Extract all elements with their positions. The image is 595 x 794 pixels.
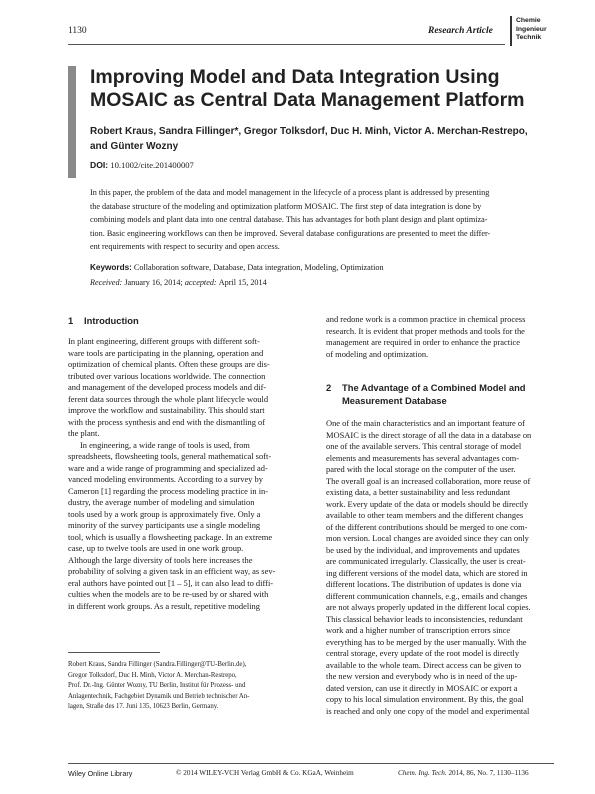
volume-pages: 2014, 86, No. 7, 1130–1136 [448, 769, 529, 777]
abstract-line: In this paper, the problem of the data and model management in the lifecycle of a process plant is addressed by presenting [90, 188, 490, 197]
title-accent-bar [68, 66, 76, 178]
text-line: different locations. The distribution of updates is done via [326, 579, 522, 589]
section-number: 1 [68, 315, 74, 326]
text-line: ing different versions of the model data, which are stored in [326, 567, 528, 578]
text-line: copy to his local simulation environment. By this, the goal [326, 694, 524, 704]
received-dates [90, 278, 554, 287]
abstract [90, 186, 554, 254]
text-line: culties when the models are to be re-used by or shared with [68, 589, 269, 599]
title-line: MOSAIC as Central Data Management Platform [90, 89, 525, 111]
text-line: of the different contributions should be merged to one com- [326, 521, 528, 532]
text-line: case, up to twelve tools are used in one work group. [68, 543, 244, 553]
paragraph [68, 440, 308, 613]
text-line: optimization of chemical plants. Often these groups are dis- [68, 359, 270, 369]
text-line: the new version and everybody who is in need of the up- [326, 671, 518, 681]
doi-link[interactable]: 10.1002/cite.201400007 [110, 160, 194, 170]
journal-logo-line: Chemie [516, 17, 541, 24]
accepted-label: accepted: [184, 278, 217, 287]
footnote-line: Anlagentechnik, Fachgebiet Dynamik und Betrieb technischer An- [68, 692, 250, 700]
text-line: available to the whole team. Direct access can be given to [326, 659, 522, 670]
section-title-line [326, 381, 554, 394]
footer-rule [68, 763, 554, 764]
text-line: Although the large diversity of tools here increases the [68, 554, 253, 565]
text-line: in different work groups. As a result, repetitive modeling [68, 600, 260, 611]
article-title [90, 66, 540, 112]
text-line: of modeling and optimization. [326, 348, 429, 359]
abstract-line: tion. Basic engineering workflows can then be improved. Several database configurations are presented to meet the differ- [90, 228, 491, 238]
section-2-body [326, 418, 554, 717]
text-line: ware tools are participating in the planning, operation and [68, 347, 264, 358]
text-line: and management of the developed process models and dif- [68, 382, 267, 392]
text-line: ware and a wide range of programming and specialized ad- [68, 462, 268, 473]
author-list [90, 124, 550, 154]
accepted-date: April 15, 2014 [218, 278, 267, 287]
text-line: are not always properly updated in the different local copies. [326, 602, 531, 612]
text-line: research. It is evident that proper methods and tools for the [326, 325, 525, 336]
section-1-body [68, 336, 308, 612]
keywords [90, 263, 554, 272]
citation [398, 769, 529, 777]
text-line: Cameron [1] regarding the process modeling practice in in- [68, 485, 269, 496]
section-label: Research Article [428, 26, 493, 36]
text-line: tools used by a work group is approximately five. Only a [68, 508, 261, 519]
text-line: spreadsheets, flowsheeting tools, general mathematical soft- [68, 451, 272, 461]
text-line: MOSAIC is the direct storage of all the data in a database on [326, 429, 532, 440]
text-line: ferent data sources through the whole plant lifecycle would [68, 393, 269, 404]
section-title: The Advantage of a Combined Model and [342, 382, 526, 393]
text-line: the plant. [68, 428, 100, 438]
text-line: tool, which is usually a flowsheeting package. In an extreme [68, 531, 273, 542]
text-line: tributed over various locations worldwide. The connection [68, 370, 266, 381]
text-line: mon version. Local changes are avoided since they can only [326, 533, 529, 543]
text-line: The overall goal is an increased collaboration, more reuse of [326, 475, 531, 486]
text-line: work and a higher number of transcription errors since [326, 625, 511, 635]
text-line: available to other team members and the different changes [326, 510, 524, 520]
author-line: and Günter Wozny [90, 141, 179, 152]
text-line: In engineering, a wide range of tools is used, from [80, 439, 250, 450]
text-line: is reached and only one copy of the model and experimental [326, 705, 530, 716]
text-line: One of the main characteristics and an important feature of [326, 418, 525, 428]
section-title-line: Measurement Database [342, 395, 447, 406]
wiley-online-library-link[interactable]: Wiley Online Library [68, 769, 133, 778]
footnote-line: Robert Kraus, Sandra Fillinger (Sandra.Fillinger@TU-Berlin.de), [68, 661, 247, 668]
paragraph [68, 336, 308, 440]
text-line: everything has to be merged by the user manually. With the [326, 636, 527, 647]
journal-logo-line: Technik [516, 34, 542, 42]
text-line: minority of the survey participants use a single modeling [68, 520, 261, 530]
journal-logo-bar [510, 16, 512, 46]
text-line: are communicated irregularly. Classically, the user is creat- [326, 556, 526, 566]
footnote-rule [68, 652, 160, 653]
section-2-heading [326, 381, 554, 407]
text-line: different communication channels, e.g., emails and changes [326, 590, 528, 601]
abstract-line: combining models and plant data into one central database. This has advantages for both plant design and plant optimiza- [90, 215, 488, 225]
text-line: dated version, can use it directly in MOSAIC or export a [326, 682, 518, 693]
abstract-line: ent requirements with respect to security and open access. [90, 242, 280, 252]
section-1-heading [68, 314, 139, 327]
text-line: elements and measurements has several advantages com- [326, 452, 520, 463]
author-line: Robert Kraus, Sandra Fillinger*, Gregor Tolksdorf, Duc H. Minh, Victor A. Merchan-Restrepo, [90, 126, 528, 137]
section-1-continuation [326, 314, 554, 360]
journal-abbrev: Chem. Ing. Tech. [398, 769, 447, 777]
text-line: and redone work is a common practice in chemical process [326, 314, 526, 324]
text-line: vanced modeling environments. According to a survey by [68, 474, 263, 484]
text-line: dustry, the average number of modeling and simulation [68, 497, 255, 507]
text-line: work. Every update of the data or models should be directly [326, 498, 529, 509]
text-line: pared with the local storage on the computer of the user. [326, 464, 516, 474]
text-line: In plant engineering, different groups with different soft- [68, 336, 260, 346]
journal-logo-line: Ingenieur [516, 25, 547, 33]
text-line: one of the available servers. This central storage of model [326, 441, 522, 451]
received-date: January 16, 2014; [124, 278, 183, 287]
text-line: improve the workflow and sustainability. This should start [68, 405, 265, 415]
abstract-line: the database structure of the modeling and optimization platform MOSAIC. The first step of data integration is done by [90, 201, 482, 211]
author-affiliation-footnote [68, 660, 308, 713]
doi [90, 160, 194, 170]
doi-label: DOI: [90, 160, 109, 170]
text-line: be used by the individual, and improvements and updates [326, 544, 520, 555]
title-line: Improving Model and Data Integration Using [90, 66, 500, 88]
text-line: existing data, a better sustainability and less redundant [326, 487, 511, 497]
keywords-value: Collaboration software, Database, Data integration, Modeling, Optimization [133, 263, 384, 272]
text-line: central storage, every update of the root model is directly [326, 648, 520, 658]
footnote-line: lagen, Straße des 17. Juni 135, 10623 Berlin, Germany. [68, 703, 219, 711]
footnote-line: Prof. Dr.-Ing. Günter Wozny, TU Berlin, Institut für Prozess- und [68, 682, 246, 690]
section-title: Introduction [84, 315, 139, 326]
received-label: Received: [90, 278, 123, 287]
text-line: eral authors have pointed out [1 – 5], it can also lead to diffi- [68, 577, 274, 588]
text-line: This classical behavior leads to inconsistencies, redundant [326, 613, 523, 624]
page-number: 1130 [68, 26, 87, 36]
keywords-label: Keywords: [90, 263, 132, 272]
text-line: with the process synthesis and end with the dismantling of [68, 416, 266, 427]
section-number: 2 [326, 382, 332, 393]
header-rule [68, 44, 505, 45]
copyright-notice: © 2014 WILEY-VCH Verlag GmbH & Co. KGaA, Weinheim [176, 769, 354, 777]
text-line: probability of solving a given task in an efficient way, as sev- [68, 566, 276, 576]
journal-logo [516, 17, 547, 43]
footnote-line: Gregor Tolksdorf, Duc H. Minh, Victor A. Merchan-Restrepo, [68, 671, 237, 679]
text-line: management are required in order to enhance the practice [326, 337, 520, 347]
